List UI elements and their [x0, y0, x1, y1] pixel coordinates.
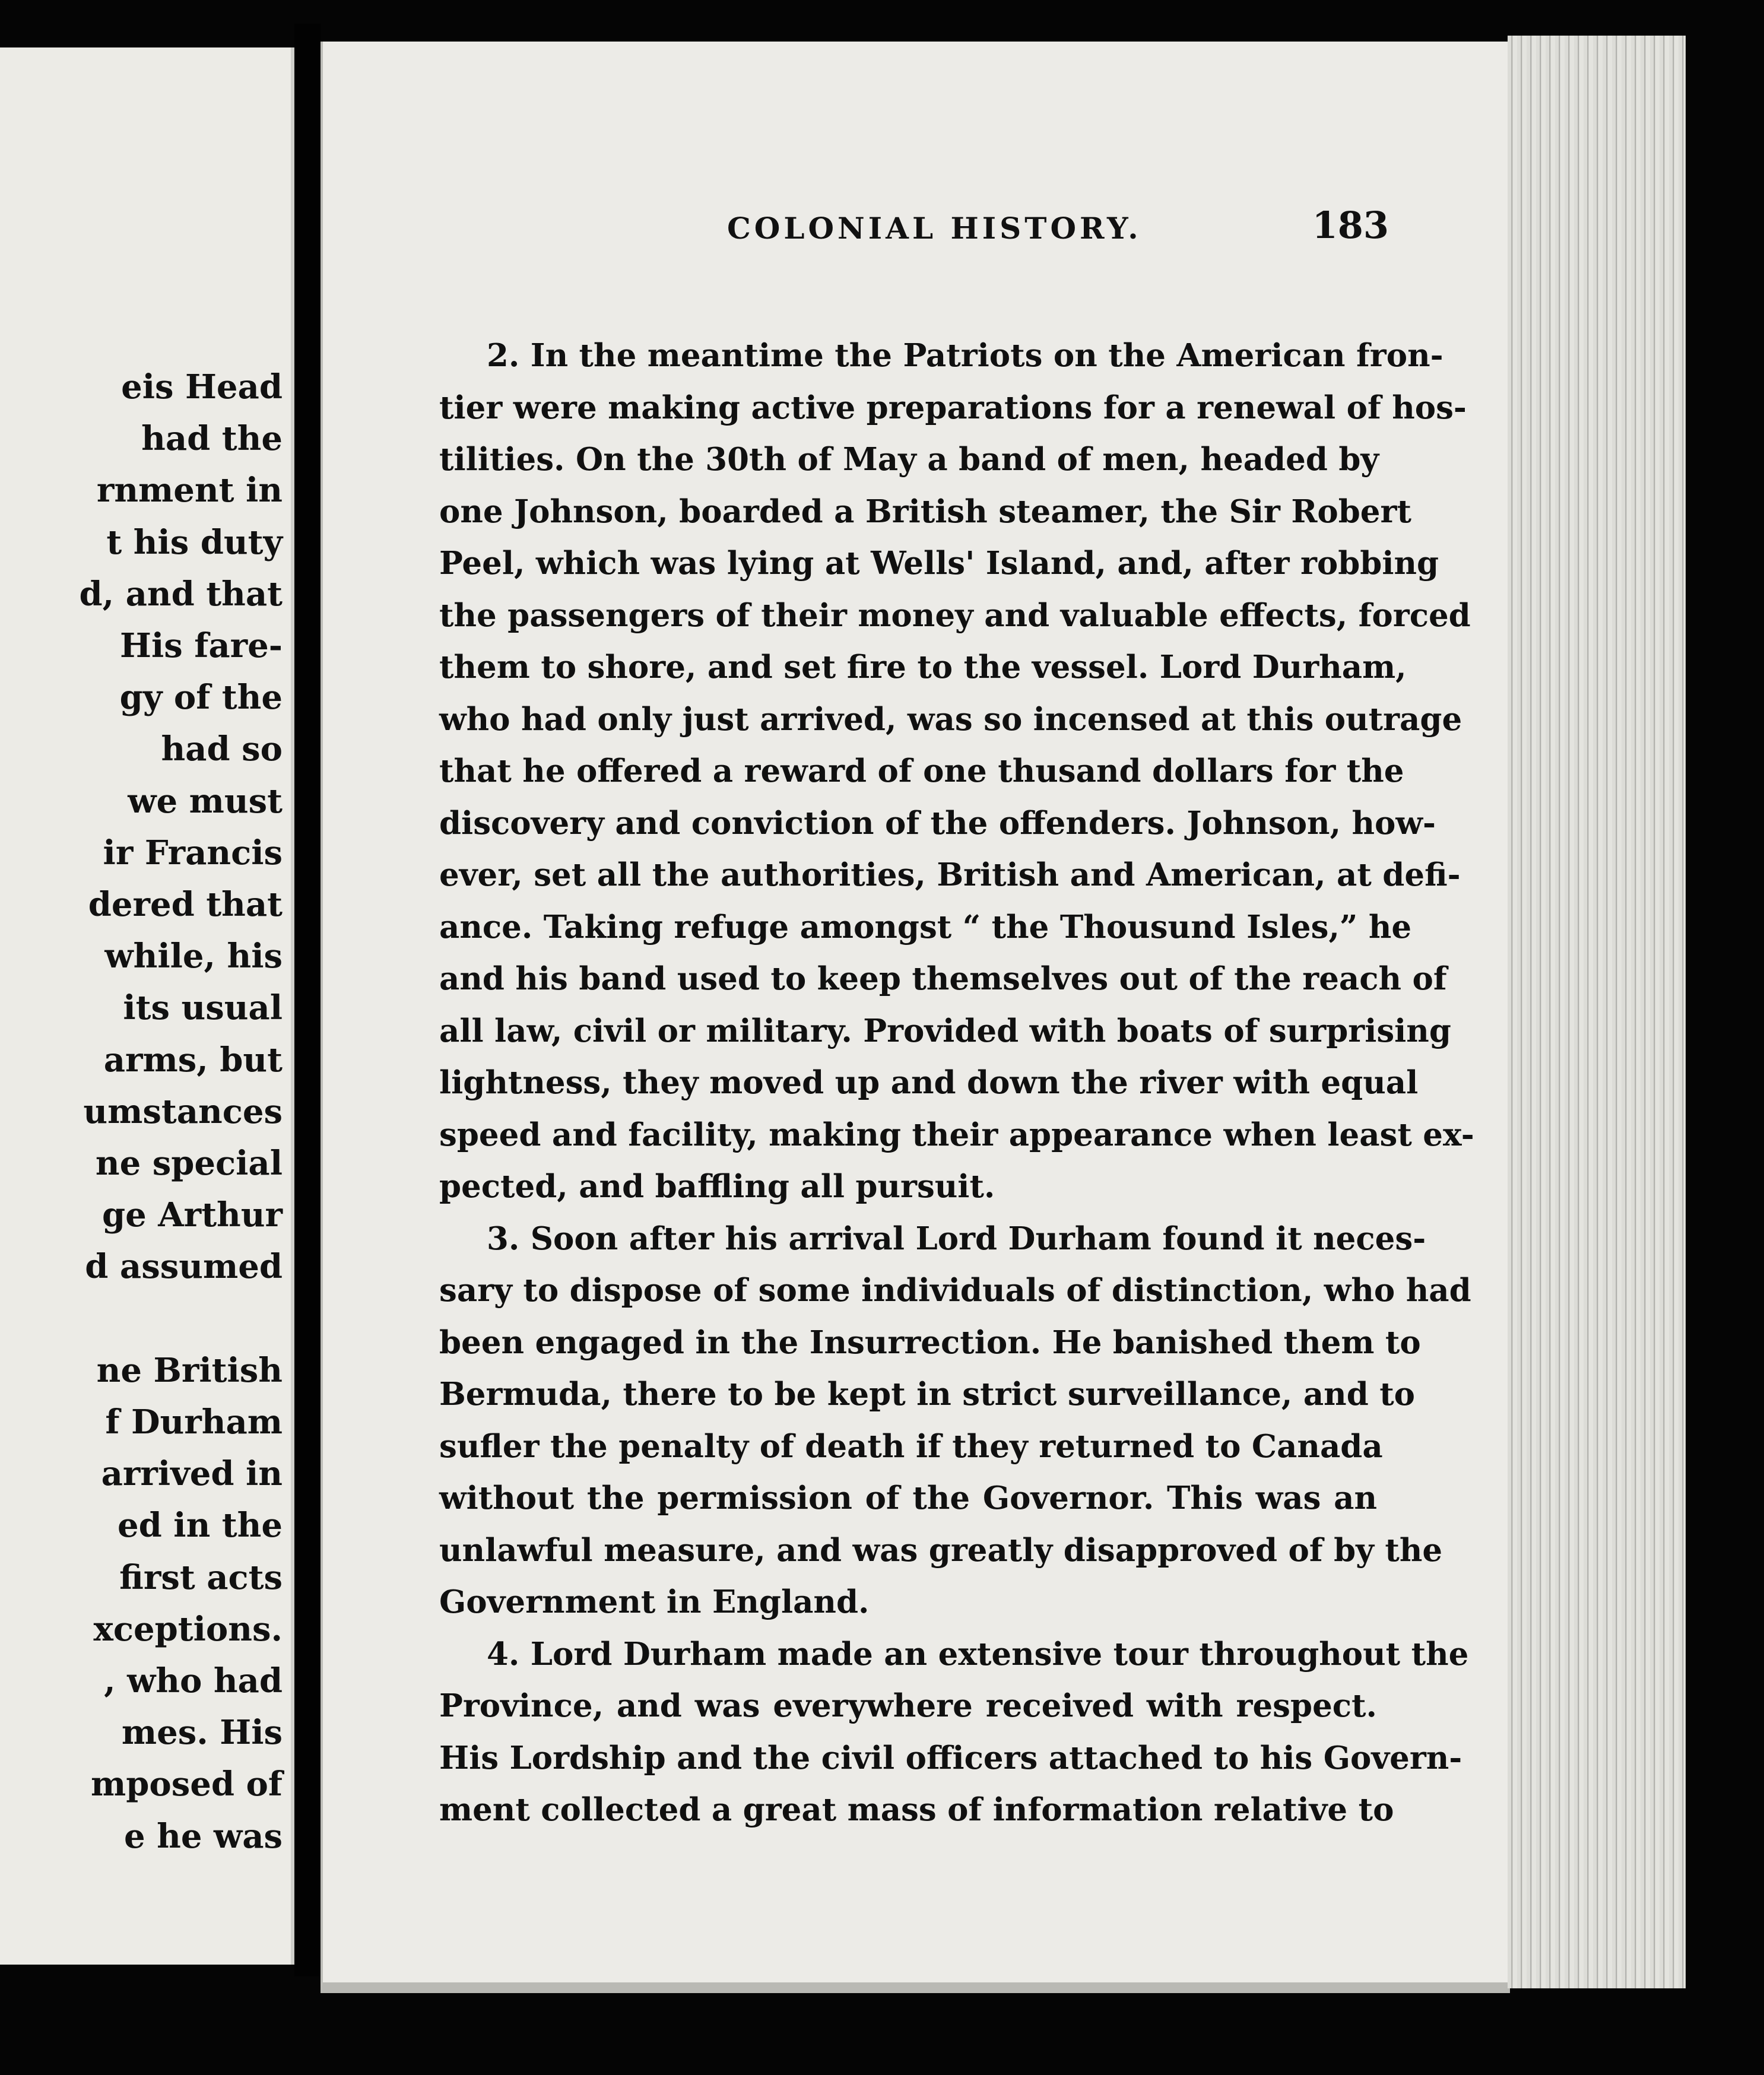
left-page-line: we must: [128, 781, 283, 821]
page-edges: [1508, 36, 1686, 1988]
text-line: Government in England.: [439, 1584, 870, 1620]
text-line: unlawful measure, and was greatly disapproved of by the: [439, 1531, 1443, 1569]
left-page-line: f Durham: [105, 1403, 283, 1442]
text-line: sary to dispose of some individuals of distinction, who had: [439, 1272, 1471, 1309]
text-line: tilities. On the 30th of May a band of men, headed by: [439, 441, 1379, 478]
left-page-line: dered that: [88, 885, 283, 924]
book-gutter: [294, 24, 321, 1976]
text-line: Bermuda, there to be kept in strict surveillance, and to: [439, 1376, 1416, 1413]
text-line: ance. Taking refuge amongst “ the Thousund Isles,” he: [439, 908, 1412, 946]
text-line: one Johnson, boarded a British steamer, the Sir Robert: [439, 493, 1411, 530]
text-line: the passengers of their money and valuable effects, forced: [439, 597, 1471, 634]
left-page-line: arms, but: [103, 1040, 283, 1080]
left-page-line: mposed of: [90, 1765, 283, 1804]
left-page-line: its usual: [123, 988, 283, 1028]
text-line: Province, and was everywhere received with respect.: [439, 1687, 1377, 1724]
body-text: [439, 330, 1474, 1836]
left-page-line: ed in the: [118, 1506, 283, 1546]
left-page-line: d, and that: [79, 574, 283, 614]
paragraph: [439, 1629, 1469, 1836]
text-line: been engaged in the Insurrection. He banished them to: [439, 1324, 1421, 1361]
left-page-line: mes. His: [121, 1713, 283, 1753]
left-page-line: rnment in: [96, 471, 283, 510]
text-line: 2. In the meantime the Patriots on the American fron-: [487, 337, 1443, 374]
left-page-line: gy of the: [119, 678, 283, 718]
left-page-line: had the: [141, 419, 283, 459]
text-line: who had only just arrived, was so incensed at this outrage: [439, 700, 1462, 738]
left-page-line: had so: [161, 729, 283, 769]
text-line: 3. Soon after his arrival Lord Durham found it neces-: [487, 1220, 1426, 1257]
left-page-line: d assumed: [85, 1247, 283, 1287]
left-page-line: His fare-: [120, 626, 283, 665]
left-page-line: xceptions.: [93, 1609, 283, 1649]
running-header: [404, 204, 1389, 258]
running-title: COLONIAL HISTORY.: [727, 211, 1142, 246]
paragraph: [439, 1213, 1471, 1629]
left-page-line: umstances: [83, 1092, 283, 1131]
left-page-line: ne special: [95, 1144, 283, 1183]
left-page-line: ge Arthur: [101, 1195, 283, 1235]
text-line: all law, civil or military. Provided with boats of surprising: [439, 1012, 1451, 1049]
left-page-line: ir Francis: [103, 833, 283, 872]
left-page-line: t his duty: [106, 522, 283, 562]
left-page-line: first acts: [119, 1557, 283, 1597]
left-facing-page: [0, 47, 294, 1965]
left-page-line: while, his: [104, 937, 283, 976]
text-line: ment collected a great mass of information relative to: [439, 1791, 1394, 1828]
text-line: lightness, they moved up and down the river with equal: [439, 1064, 1419, 1101]
page-number: 183: [1312, 204, 1389, 247]
text-line: ever, set all the authorities, British and American, at defi-: [439, 856, 1461, 893]
paragraph: [439, 330, 1474, 1213]
left-page-line: arrived in: [101, 1454, 283, 1494]
text-line: sufler the penalty of death if they returned to Canada: [439, 1427, 1383, 1465]
text-line: Peel, which was lying at Wells' Island, and, after robbing: [439, 545, 1439, 582]
text-line: that he offered a reward of one thusand dollars for the: [439, 753, 1404, 789]
left-page-line: ne British: [96, 1350, 283, 1390]
left-page-line: eis Head: [121, 367, 283, 407]
text-line: tier were making active preparations for a renewal of hos-: [439, 389, 1467, 426]
text-line: them to shore, and set fire to the vessel. Lord Durham,: [439, 649, 1407, 686]
text-line: His Lordship and the civil officers attached to his Govern-: [439, 1739, 1462, 1776]
text-line: discovery and conviction of the offenders. Johnson, how-: [439, 804, 1436, 842]
left-page-line: , who had: [104, 1661, 283, 1700]
text-line: speed and facility, making their appearance when least ex-: [439, 1116, 1474, 1153]
text-line: without the permission of the Governor. This was an: [439, 1480, 1377, 1516]
left-page-line: e he was: [124, 1816, 283, 1856]
text-line: and his band used to keep themselves out of the reach of: [439, 960, 1447, 997]
text-line: pected, and baffling all pursuit.: [439, 1168, 995, 1205]
text-line: 4. Lord Durham made an extensive tour throughout the: [487, 1635, 1469, 1673]
